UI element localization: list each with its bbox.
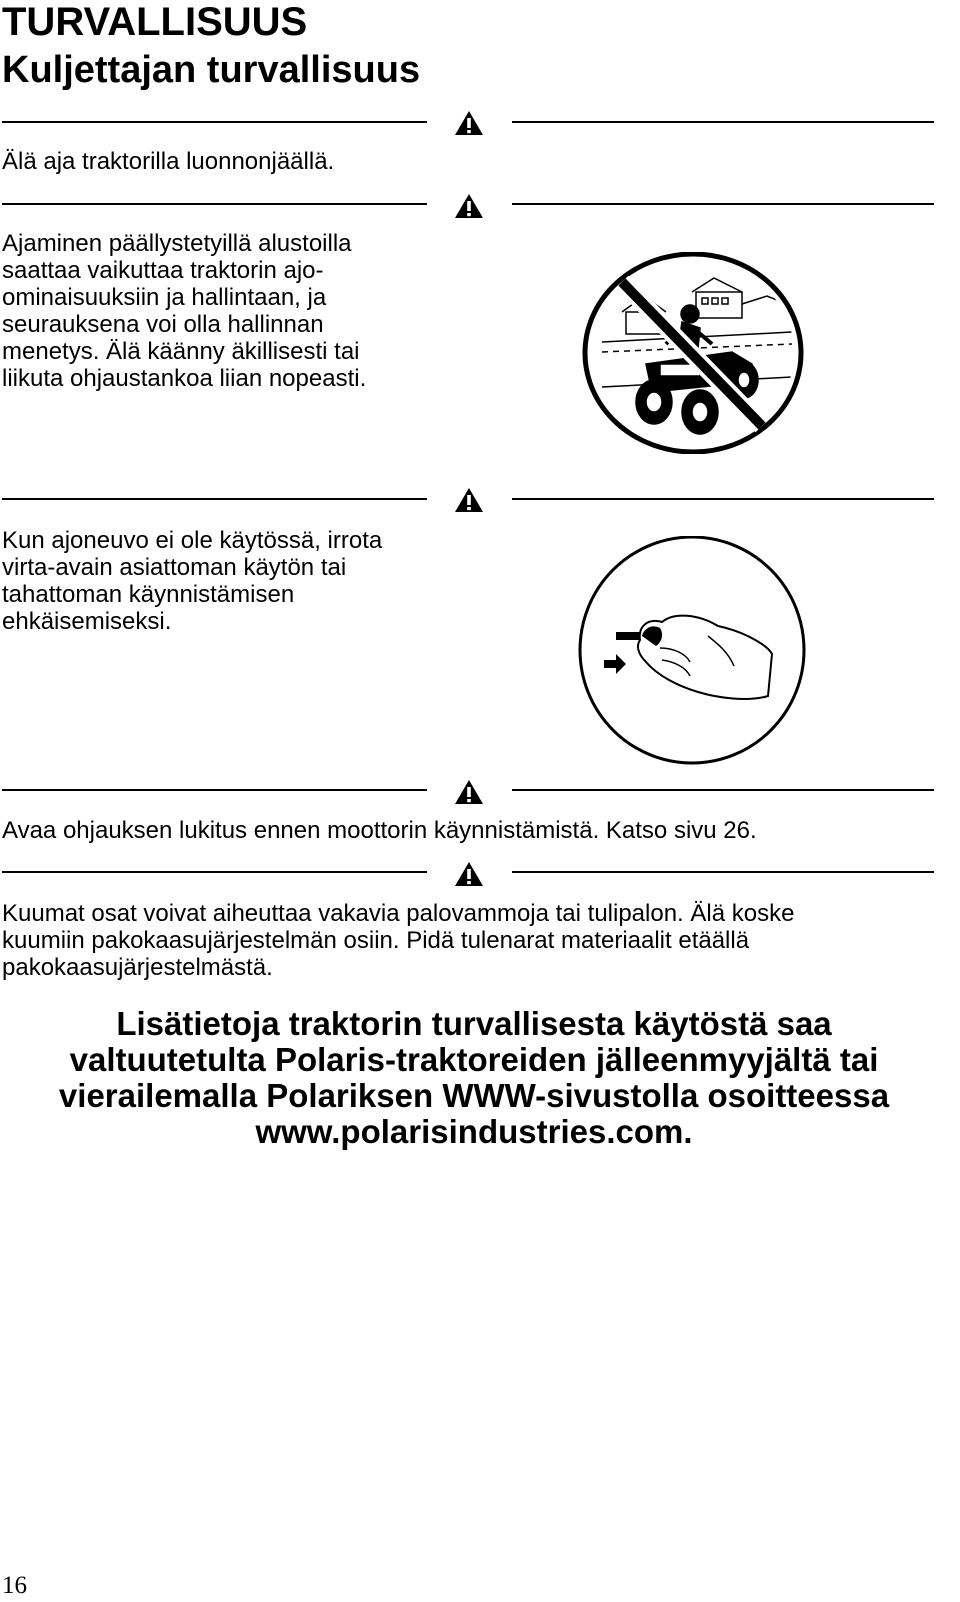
divider-left <box>2 203 427 205</box>
closing-line: valtuutetulta Polaris-traktoreiden jälleenmyyjältä tai <box>69 1041 879 1078</box>
closing-paragraph <box>0 1006 948 1150</box>
page-number: 16 <box>2 1572 27 1599</box>
warning-triangle-icon <box>454 193 484 219</box>
closing-line: www.polarisindustries.com. <box>255 1113 693 1150</box>
divider-left <box>2 871 427 873</box>
warning-text-line: saattaa vaikuttaa traktorin ajo- <box>2 257 324 284</box>
warning-triangle-icon <box>454 110 484 136</box>
warning-text-line: ominaisuuksiin ja hallintaan, ja <box>2 284 327 311</box>
divider-left <box>2 121 427 123</box>
section-subtitle: Kuljettajan turvallisuus <box>2 49 421 91</box>
divider-right <box>512 498 934 500</box>
no-atv-on-pavement-icon <box>582 252 804 454</box>
divider-right <box>512 203 934 205</box>
divider-right <box>512 871 934 873</box>
closing-line: Lisätietoja traktorin turvallisesta käytöstä saa <box>116 1005 832 1042</box>
divider-right <box>512 789 934 791</box>
warning-text-line: seurauksena voi olla hallinnan <box>2 311 324 338</box>
warning-text-line: menetys. Älä käänny äkillisesti tai <box>2 338 360 365</box>
divider-left <box>2 789 427 791</box>
divider-right <box>512 121 934 123</box>
warning-triangle-icon <box>454 487 484 513</box>
warning-text-line: Ajaminen päällystetyillä alustoilla <box>2 230 352 257</box>
warning-text-line: liikuta ohjaustankoa liian nopeasti. <box>2 365 367 392</box>
warning-triangle-icon <box>454 861 484 887</box>
divider-left <box>2 498 427 500</box>
warning-text-line: Kuumat osat voivat aiheuttaa vakavia palovammoja tai tulipalon. Älä koske <box>2 900 795 927</box>
warning-text: Älä aja traktorilla luonnonjäällä. <box>2 148 335 175</box>
warning-text-line: tahattoman käynnistämisen <box>2 581 295 608</box>
closing-line: vierailemalla Polariksen WWW-sivustolla osoitteessa <box>58 1077 890 1114</box>
page-title: TURVALLISUUS <box>2 0 308 44</box>
warning-text: Avaa ohjauksen lukitus ennen moottorin käynnistämistä. Katso sivu 26. <box>2 817 757 844</box>
warning-text-line: kuumiin pakokaasujärjestelmän osiin. Pidä tulenarat materiaalit etäällä <box>2 927 750 954</box>
warning-text-line: ehkäisemiseksi. <box>2 608 172 635</box>
warning-text-line: virta-avain asiattoman käytön tai <box>2 554 347 581</box>
warning-text-line: pakokaasujärjestelmästä. <box>2 954 273 981</box>
warning-text-line: Kun ajoneuvo ei ole käytössä, irrota <box>2 527 383 554</box>
warning-triangle-icon <box>454 779 484 805</box>
remove-key-icon <box>578 536 808 766</box>
